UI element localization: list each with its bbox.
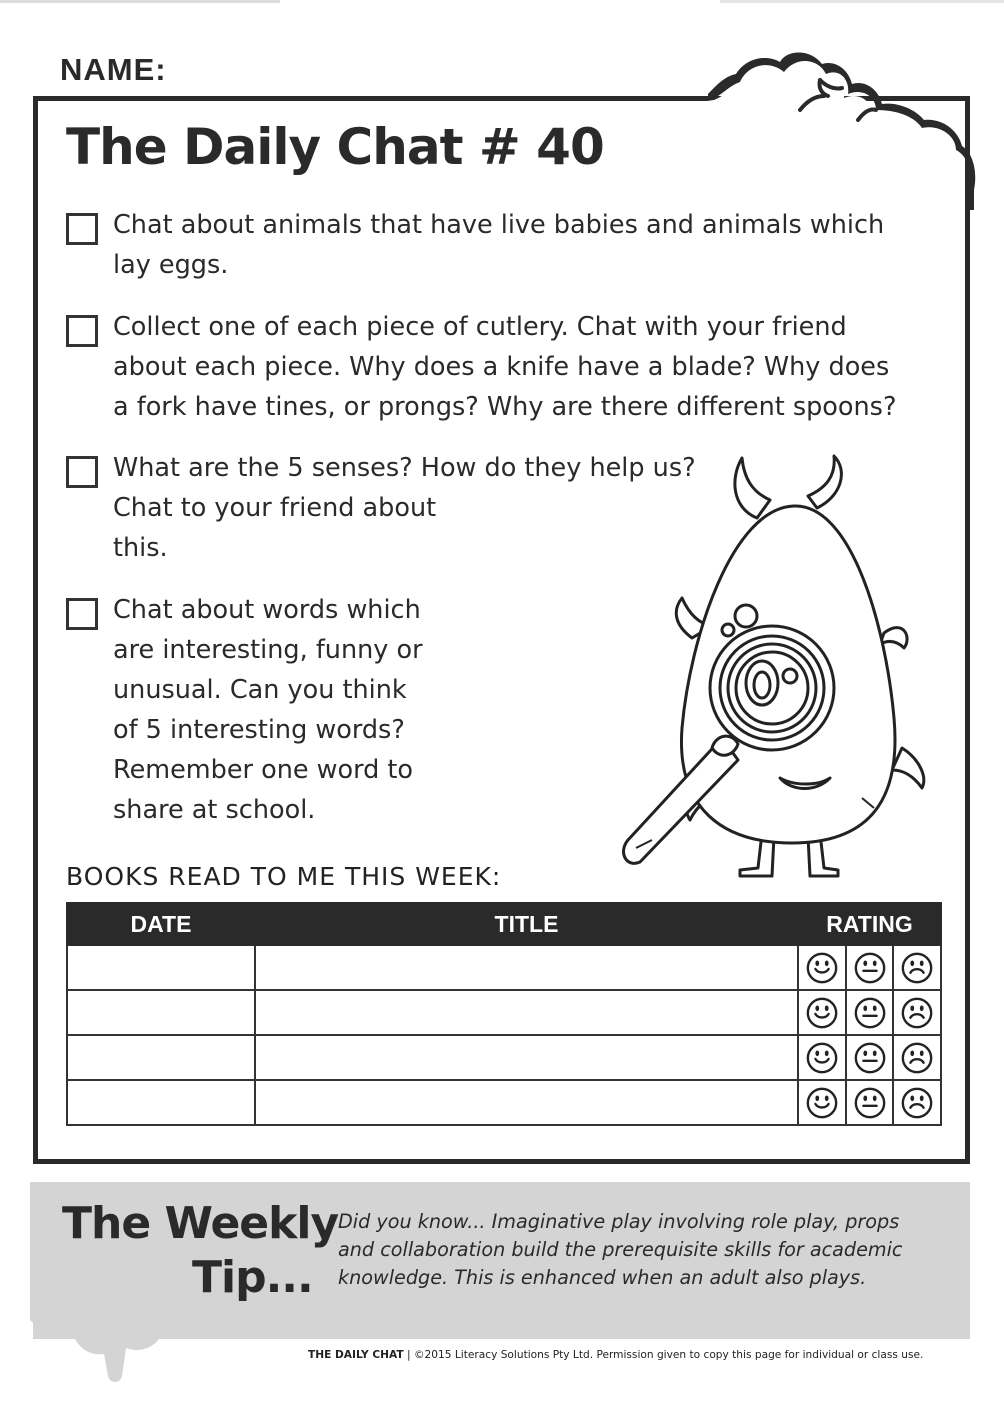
happy-face-icon (805, 951, 839, 985)
rating-cell[interactable] (798, 1080, 846, 1125)
happy-face-icon (805, 996, 839, 1030)
neutral-face-icon (853, 996, 887, 1030)
rating-cell[interactable] (798, 945, 846, 990)
footer-brand: THE DAILY CHAT (308, 1349, 404, 1361)
title-column-header: TITLE (255, 903, 798, 945)
date-column-header: DATE (67, 903, 255, 945)
neutral-face-icon (853, 1086, 887, 1120)
task-text: Chat about animals that have live babies and animals which lay eggs. (113, 210, 885, 280)
book-title-cell[interactable] (255, 1035, 798, 1080)
book-row (67, 945, 941, 990)
task-text: What are the 5 senses? How do they help us? Chat to your friend about this. (113, 453, 696, 563)
monster-magnifying-glass-illustration (612, 448, 942, 898)
task-checkbox[interactable] (66, 315, 98, 347)
task-text: Chat about words which are interesting, funny or unusual. Can you think of 5 interesting words? Remember one word to share at school. (113, 595, 423, 825)
name-label: NAME: (60, 52, 167, 87)
sad-face-icon (900, 951, 934, 985)
page-title: The Daily Chat # 40 (66, 118, 604, 176)
happy-face-icon (805, 1086, 839, 1120)
rating-cell[interactable] (893, 945, 941, 990)
rating-column-header: RATING (798, 903, 941, 945)
book-title-cell[interactable] (255, 990, 798, 1035)
book-row (67, 990, 941, 1035)
weekly-tip-title: The Weekly (62, 1198, 339, 1249)
rating-cell[interactable] (846, 945, 893, 990)
task-text: Collect one of each piece of cutlery. Chat with your friend about each piece. Why does a knife have a blade? Why does a fork have tines, or prongs? Why are there different spoons? (113, 312, 897, 422)
task-checkbox[interactable] (66, 598, 98, 630)
rating-cell[interactable] (846, 1080, 893, 1125)
rating-cell[interactable] (893, 990, 941, 1035)
rating-cell[interactable] (798, 1035, 846, 1080)
rating-cell[interactable] (846, 990, 893, 1035)
neutral-face-icon (853, 951, 887, 985)
happy-face-icon (805, 1041, 839, 1075)
rating-cell[interactable] (893, 1080, 941, 1125)
books-heading: BOOKS READ TO ME THIS WEEK: (66, 862, 502, 891)
task-checkbox[interactable] (66, 213, 98, 245)
sad-face-icon (900, 1041, 934, 1075)
footer-copyright: | ©2015 Literacy Solutions Pty Ltd. Permission given to copy this page for individual or class use. (403, 1349, 924, 1361)
copyright-footer (308, 1349, 923, 1361)
book-date-cell[interactable] (67, 990, 255, 1035)
weekly-tip-title-continued: Tip... (192, 1252, 313, 1303)
book-row (67, 1080, 941, 1125)
neutral-face-icon (853, 1041, 887, 1075)
rating-cell[interactable] (846, 1035, 893, 1080)
book-title-cell[interactable] (255, 945, 798, 990)
book-title-cell[interactable] (255, 1080, 798, 1125)
sad-face-icon (900, 996, 934, 1030)
books-header-row (67, 903, 941, 945)
top-edge-fragment (0, 0, 1004, 5)
sad-face-icon (900, 1086, 934, 1120)
rating-cell[interactable] (798, 990, 846, 1035)
book-row (67, 1035, 941, 1080)
book-date-cell[interactable] (67, 1080, 255, 1125)
task-checkbox[interactable] (66, 456, 98, 488)
weekly-tip-text: Did you know... Imaginative play involving role play, props and collaboration build the prerequisite skills for academic knowledge. This is enhanced when an adult also plays. (338, 1210, 903, 1289)
rating-cell[interactable] (893, 1035, 941, 1080)
book-date-cell[interactable] (67, 1035, 255, 1080)
book-date-cell[interactable] (67, 945, 255, 990)
cloud-corner-decoration (700, 50, 990, 210)
books-table (66, 902, 942, 1126)
